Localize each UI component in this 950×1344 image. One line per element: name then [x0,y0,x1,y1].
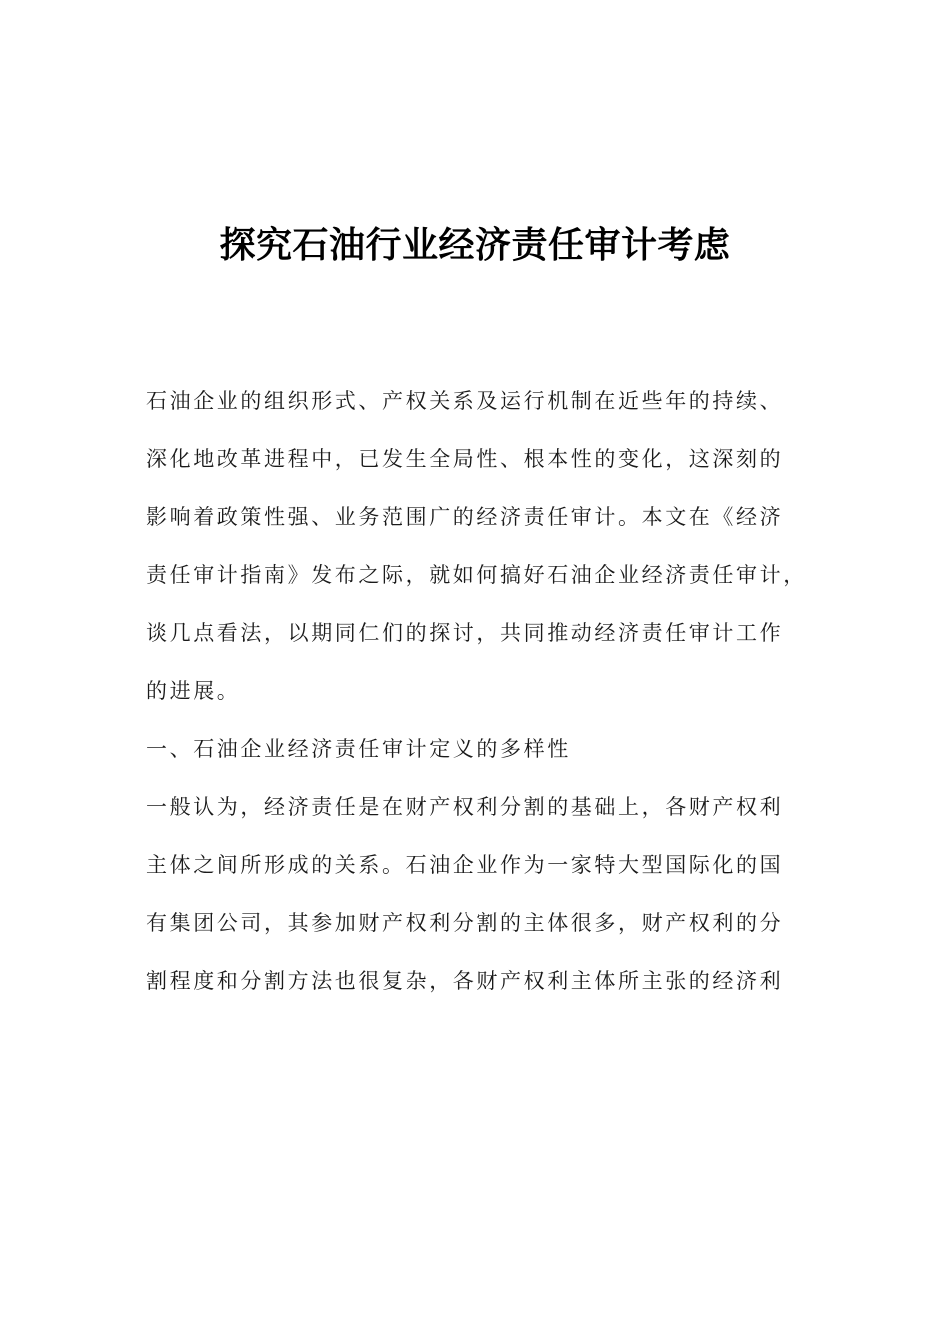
text-line: 谈几点看法，以期同仁们的探讨，共同推动经济责任审计工作 [146,621,784,645]
text-line: 影响着政策性强、业务范围广的经济责任审计。本文在《经济 [146,505,784,529]
text-line: 的进展。 [146,679,241,703]
document-title: 探究石油行业经济责任审计考虑 [219,225,731,266]
text-line: 主体之间所形成的关系。石油企业作为一家特大型国际化的国 [146,853,784,877]
text-line: 割程度和分割方法也很复杂，各财产权利主体所主张的经济利 [146,969,784,993]
section-heading: 一、石油企业经济责任审计定义的多样性 [146,737,571,761]
text-line: 有集团公司，其参加财产权利分割的主体很多，财产权利的分 [146,911,784,935]
text-line: 责任审计指南》发布之际，就如何搞好石油企业经济责任审计， [146,563,807,587]
text-line: 一般认为，经济责任是在财产权利分割的基础上，各财产权利 [146,795,784,819]
document-body [146,381,826,1019]
text-line: 石油企业的组织形式、产权关系及运行机制在近些年的持续、 [146,389,784,413]
text-line: 深化地改革进程中，已发生全局性、根本性的变化，这深刻的 [146,447,784,471]
